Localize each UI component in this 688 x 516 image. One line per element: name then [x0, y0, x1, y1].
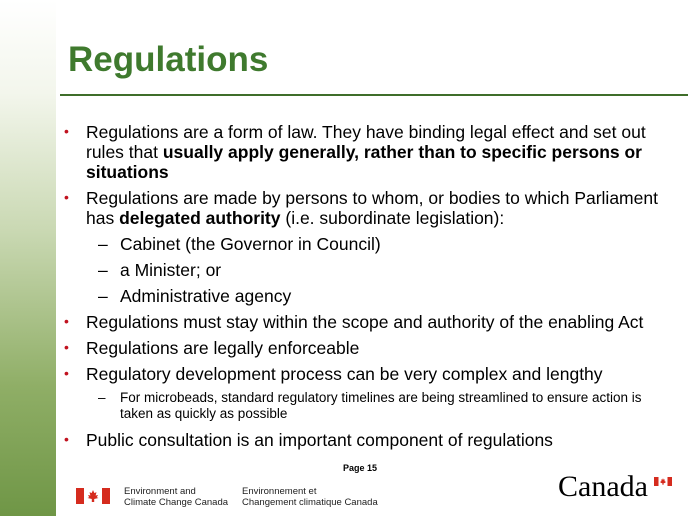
sub-item	[60, 390, 660, 422]
sub-item	[60, 286, 660, 306]
sidebar-gradient	[0, 0, 56, 516]
page-number: Page 15	[343, 463, 378, 473]
canada-wordmark: Canada	[558, 470, 648, 503]
sub-item	[60, 260, 660, 280]
bullet-dot-icon: •	[64, 313, 69, 329]
sub-text: Cabinet (the Governor in Council)	[120, 234, 381, 254]
title-divider	[60, 94, 688, 96]
sub-text: a Minister; or	[120, 260, 222, 280]
slide-title: Regulations	[68, 40, 269, 79]
bullet-text: Regulations are legally enforceable	[86, 338, 360, 358]
dash-icon: –	[98, 260, 108, 280]
bullet-text: (i.e. subordinate legislation):	[280, 208, 505, 228]
sub-text: Administrative agency	[120, 286, 292, 306]
canada-flag-icon	[654, 477, 672, 486]
bullet-item	[60, 188, 660, 228]
slide-content	[60, 122, 660, 456]
bullet-item	[60, 122, 660, 182]
bullet-text: Public consultation is an important component of regulations	[86, 430, 553, 450]
bullet-text: Regulations are made by persons to whom, or bodies to which Parliament has	[86, 188, 658, 228]
bullet-text: Regulations must stay within the scope and authority of the enabling Act	[86, 312, 644, 332]
bullet-dot-icon: •	[64, 365, 69, 381]
bullet-item	[60, 312, 660, 332]
bullet-item	[60, 364, 660, 384]
sub-item	[60, 234, 660, 254]
dash-icon: –	[98, 234, 108, 254]
bullet-dot-icon: •	[64, 123, 69, 139]
bullet-item	[60, 430, 660, 450]
department-en-line2: Climate Change Canada	[124, 497, 229, 508]
dash-icon: –	[98, 286, 108, 306]
bullet-item	[60, 338, 660, 358]
bullet-text: Regulations are a form of law. They have binding legal effect and set out rules that	[86, 122, 646, 162]
department-name-fr	[242, 486, 378, 508]
department-en-line1: Environment and	[124, 486, 196, 497]
bullet-text: Regulatory development process can be very complex and lengthy	[86, 364, 603, 384]
department-fr-line1: Environnement et	[242, 486, 317, 497]
bullet-dot-icon: •	[64, 431, 69, 447]
bullet-dot-icon: •	[64, 339, 69, 355]
department-name-en	[124, 486, 228, 508]
sub-text: For microbeads, standard regulatory timelines are being streamlined to ensure action is taken as quickly as possible	[120, 390, 642, 421]
bullet-dot-icon: •	[64, 189, 69, 205]
dash-icon: –	[98, 390, 106, 405]
canada-flag-icon	[76, 488, 110, 504]
bullet-bold-text: delegated authority	[119, 208, 281, 228]
bullet-bold-text: usually apply generally, rather than to specific persons or situations	[86, 142, 642, 182]
department-fr-line2: Changement climatique Canada	[242, 497, 378, 508]
